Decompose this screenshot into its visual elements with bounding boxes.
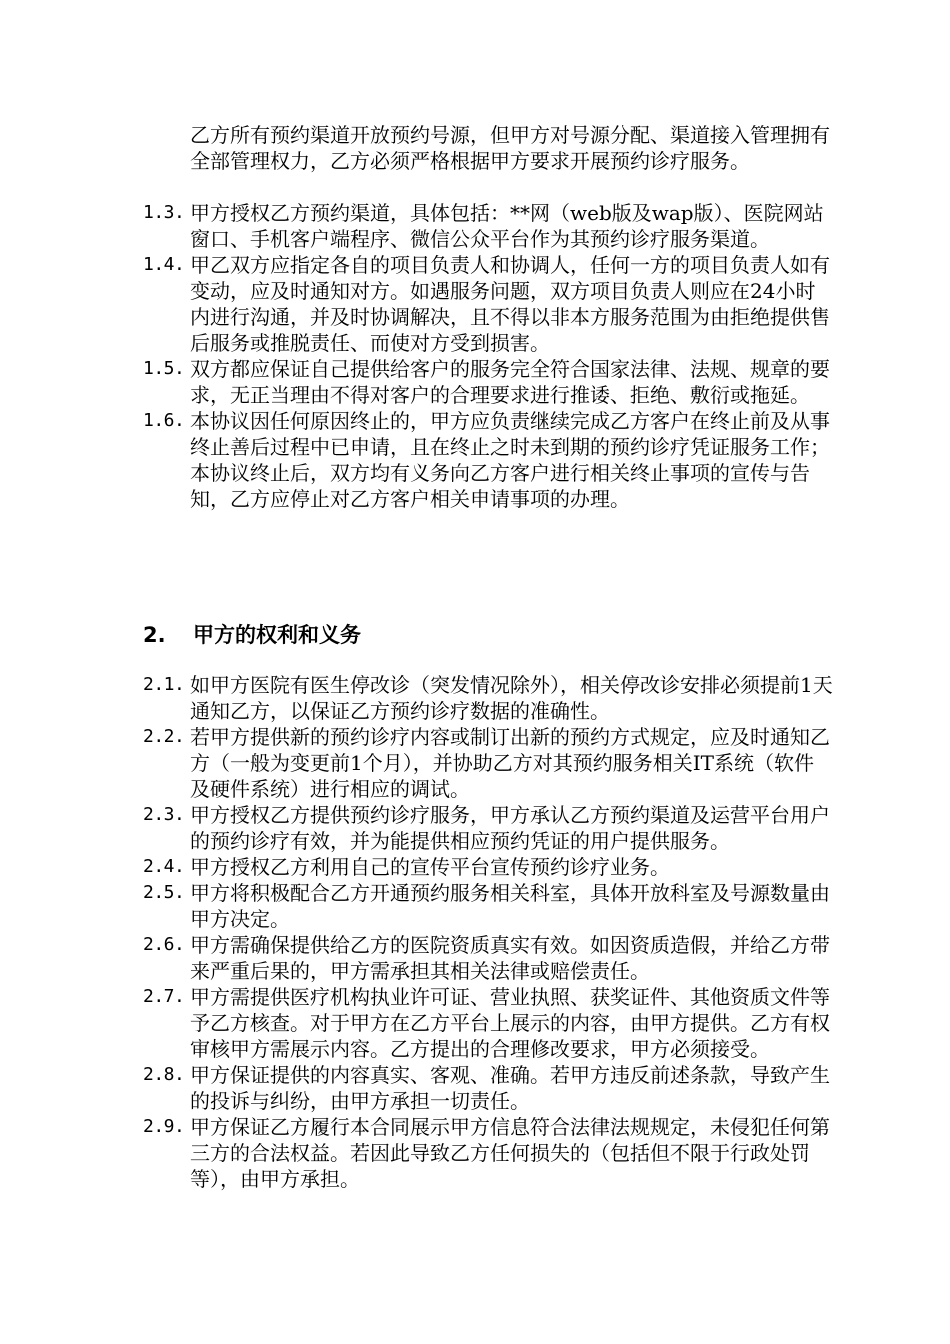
clause-number: 2.2. — [143, 726, 185, 747]
clause-1-4 — [143, 252, 833, 356]
section-2-heading — [143, 620, 361, 650]
clause-number: 1.5. — [143, 358, 185, 379]
clause-1-3 — [143, 200, 833, 252]
section-2-clause-list — [143, 672, 833, 1192]
clause-number: 2.3. — [143, 804, 185, 825]
clause-2-6 — [143, 932, 833, 984]
clause-number: 2.1. — [143, 674, 185, 695]
clause-2-5 — [143, 880, 833, 932]
intro-paragraph: 乙方所有预约渠道开放预约号源，但甲方对号源分配、渠道接入管理拥有全部管理权力，乙方必须严格根据甲方要求开展预约诊疗服务。 — [190, 123, 830, 173]
clause-text: 甲方保证乙方履行本合同展示甲方信息符合法律法规规定，未侵犯任何第三方的合法权益。若因此导致乙方任何损失的（包括但不限于行政处罚等），由甲方承担。 — [190, 1115, 830, 1191]
clause-number: 2.7. — [143, 986, 185, 1007]
clause-text: 甲方需确保提供给乙方的医院资质真实有效。如因资质造假，并给乙方带来严重后果的，甲方需承担其相关法律或赔偿责任。 — [190, 933, 830, 983]
clause-1-6 — [143, 408, 833, 512]
clause-text: 如甲方医院有医生停改诊（突发情况除外），相关停改诊安排必须提前1天通知乙方，以保证乙方预约诊疗数据的准确性。 — [190, 673, 833, 723]
clause-text: 甲方授权乙方提供预约诊疗服务，甲方承认乙方预约渠道及运营平台用户的预约诊疗有效，并为能提供相应预约凭证的用户提供服务。 — [190, 803, 830, 853]
section-2-number: 2. — [143, 623, 166, 647]
clause-text: 若甲方提供新的预约诊疗内容或制订出新的预约方式规定，应及时通知乙方（一般为变更前1个月），并协助乙方对其预约服务相关IT系统（软件及硬件系统）进行相应的调试。 — [190, 725, 830, 801]
clause-1-5 — [143, 356, 833, 408]
section-2-title: 甲方的权利和义务 — [193, 623, 361, 647]
clause-number: 1.3. — [143, 202, 185, 223]
clause-text: 甲方授权乙方利用自己的宣传平台宣传预约诊疗业务。 — [190, 855, 670, 879]
clause-2-1 — [143, 672, 833, 724]
clause-number: 1.4. — [143, 254, 185, 275]
clause-2-9 — [143, 1114, 833, 1192]
clause-text: 甲方保证提供的内容真实、客观、准确。若甲方违反前述条款，导致产生的投诉与纠纷，由甲方承担一切责任。 — [190, 1063, 830, 1113]
clause-number: 1.6. — [143, 410, 185, 431]
clause-2-8 — [143, 1062, 833, 1114]
clause-number: 2.4. — [143, 856, 185, 877]
clause-text: 甲方将积极配合乙方开通预约服务相关科室，具体开放科室及号源数量由甲方决定。 — [190, 881, 830, 931]
clause-2-2 — [143, 724, 833, 802]
section-1-clause-list — [143, 200, 833, 512]
clause-number: 2.6. — [143, 934, 185, 955]
clause-2-7 — [143, 984, 833, 1062]
clause-number: 2.5. — [143, 882, 185, 903]
clause-2-4 — [143, 854, 833, 880]
clause-text: 双方都应保证自己提供给客户的服务完全符合国家法律、法规、规章的要求，无正当理由不得对客户的合理要求进行推诿、拒绝、敷衍或拖延。 — [190, 357, 830, 407]
clause-number: 2.8. — [143, 1064, 185, 1085]
clause-text: 甲乙双方应指定各自的项目负责人和协调人，任何一方的项目负责人如有变动，应及时通知对方。如遇服务问题，双方项目负责人则应在24小时内进行沟通，并及时协调解决，且不得以非本方服务范围为由拒绝提供售后服务或推脱责任、而使对方受到损害。 — [190, 253, 830, 355]
clause-number: 2.9. — [143, 1116, 185, 1137]
clause-text: 甲方授权乙方预约渠道，具体包括：**网（web版及wap版）、医院网站窗口、手机客户端程序、微信公众平台作为其预约诊疗服务渠道。 — [190, 201, 824, 251]
clause-text: 甲方需提供医疗机构执业许可证、营业执照、获奖证件、其他资质文件等予乙方核查。对于甲方在乙方平台上展示的内容，由甲方提供。乙方有权审核甲方需展示内容。乙方提出的合理修改要求，甲方必须接受。 — [190, 985, 830, 1061]
clause-2-3 — [143, 802, 833, 854]
clause-text: 本协议因任何原因终止的，甲方应负责继续完成乙方客户在终止前及从事终止善后过程中已申请，且在终止之时未到期的预约诊疗凭证服务工作；本协议终止后，双方均有义务向乙方客户进行相关终止事项的宣传与告知，乙方应停止对乙方客户相关申请事项的办理。 — [190, 409, 830, 511]
